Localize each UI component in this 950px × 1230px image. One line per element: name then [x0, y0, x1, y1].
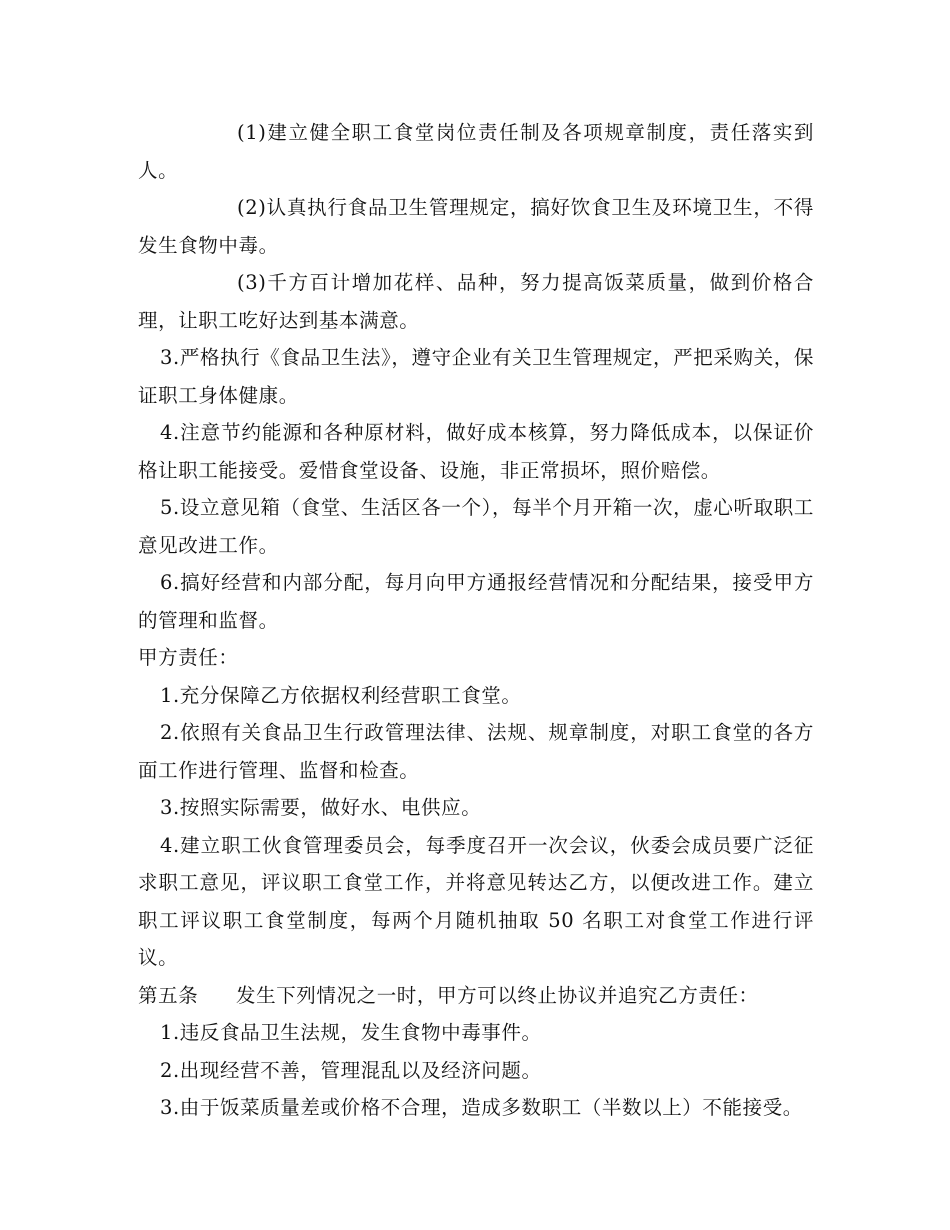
- party-a-item-1: 1.充分保障乙方依据权利经营职工食堂。: [160, 683, 522, 707]
- party-b-item-6: 6.搞好经营和内部分配，每月向甲方通报经营情况和分配结果，接受甲方的管理和监督。: [138, 571, 814, 632]
- party-b-item-4: 4.注意节约能源和各种原材料，做好成本核算，努力降低成本，以保证价格让职工能接受。爱惜食堂设备、设施，非正常损坏，照价赔偿。: [138, 421, 814, 482]
- article-5: [138, 977, 814, 1015]
- party-b-item-3: 3.严格执行《食品卫生法》，遵守企业有关卫生管理规定，严把采购关，保证职工身体健康。: [138, 346, 814, 407]
- party-a-heading: 甲方责任：: [138, 646, 239, 669]
- party-a-item-3: 3.按照实际需要，做好水、电供应。: [160, 796, 482, 819]
- article-5-item-3: 3.由于饭菜质量差或价格不合理，造成多数职工（半数以上）不能接受。: [160, 1096, 803, 1119]
- party-a-item-2: 2.依照有关食品卫生行政管理法律、法规、规章制度，对职工食堂的各方面工作进行管理、监督和检查。: [138, 721, 814, 782]
- article-5-label: 第五条: [138, 983, 199, 1007]
- clause-sub-2: (2)认真执行食品卫生管理规定，搞好饮食卫生及环境卫生，不得发生食物中毒。: [138, 196, 814, 257]
- article-5-text: 发生下列情况之一时，甲方可以终止协议并追究乙方责任：: [236, 983, 759, 1007]
- clause-sub-3: (3)千方百计增加花样、品种，努力提高饭菜质量，做到价格合理，让职工吃好达到基本满意。: [138, 271, 814, 332]
- party-a-item-4: 4.建立职工伙食管理委员会，每季度召开一次会议，伙委会成员要广泛征求职工意见，评议职工食堂工作，并将意见转达乙方，以便改进工作。建立职工评议职工食堂制度，每两个月随机抽取 50 名职工对食堂工作进行评议。: [138, 833, 814, 969]
- article-5-item-1: 1.违反食品卫生法规，发生食物中毒事件。: [160, 1021, 542, 1044]
- party-b-item-5: 5.设立意见箱（食堂、生活区各一个），每半个月开箱一次，虚心听取职工意见改进工作。: [138, 496, 814, 557]
- clause-sub-1: (1)建立健全职工食堂岗位责任制及各项规章制度，责任落实到人。: [138, 121, 814, 182]
- document-body: [138, 114, 814, 1127]
- article-5-item-2: 2.出现经营不善，管理混乱以及经济问题。: [160, 1058, 542, 1082]
